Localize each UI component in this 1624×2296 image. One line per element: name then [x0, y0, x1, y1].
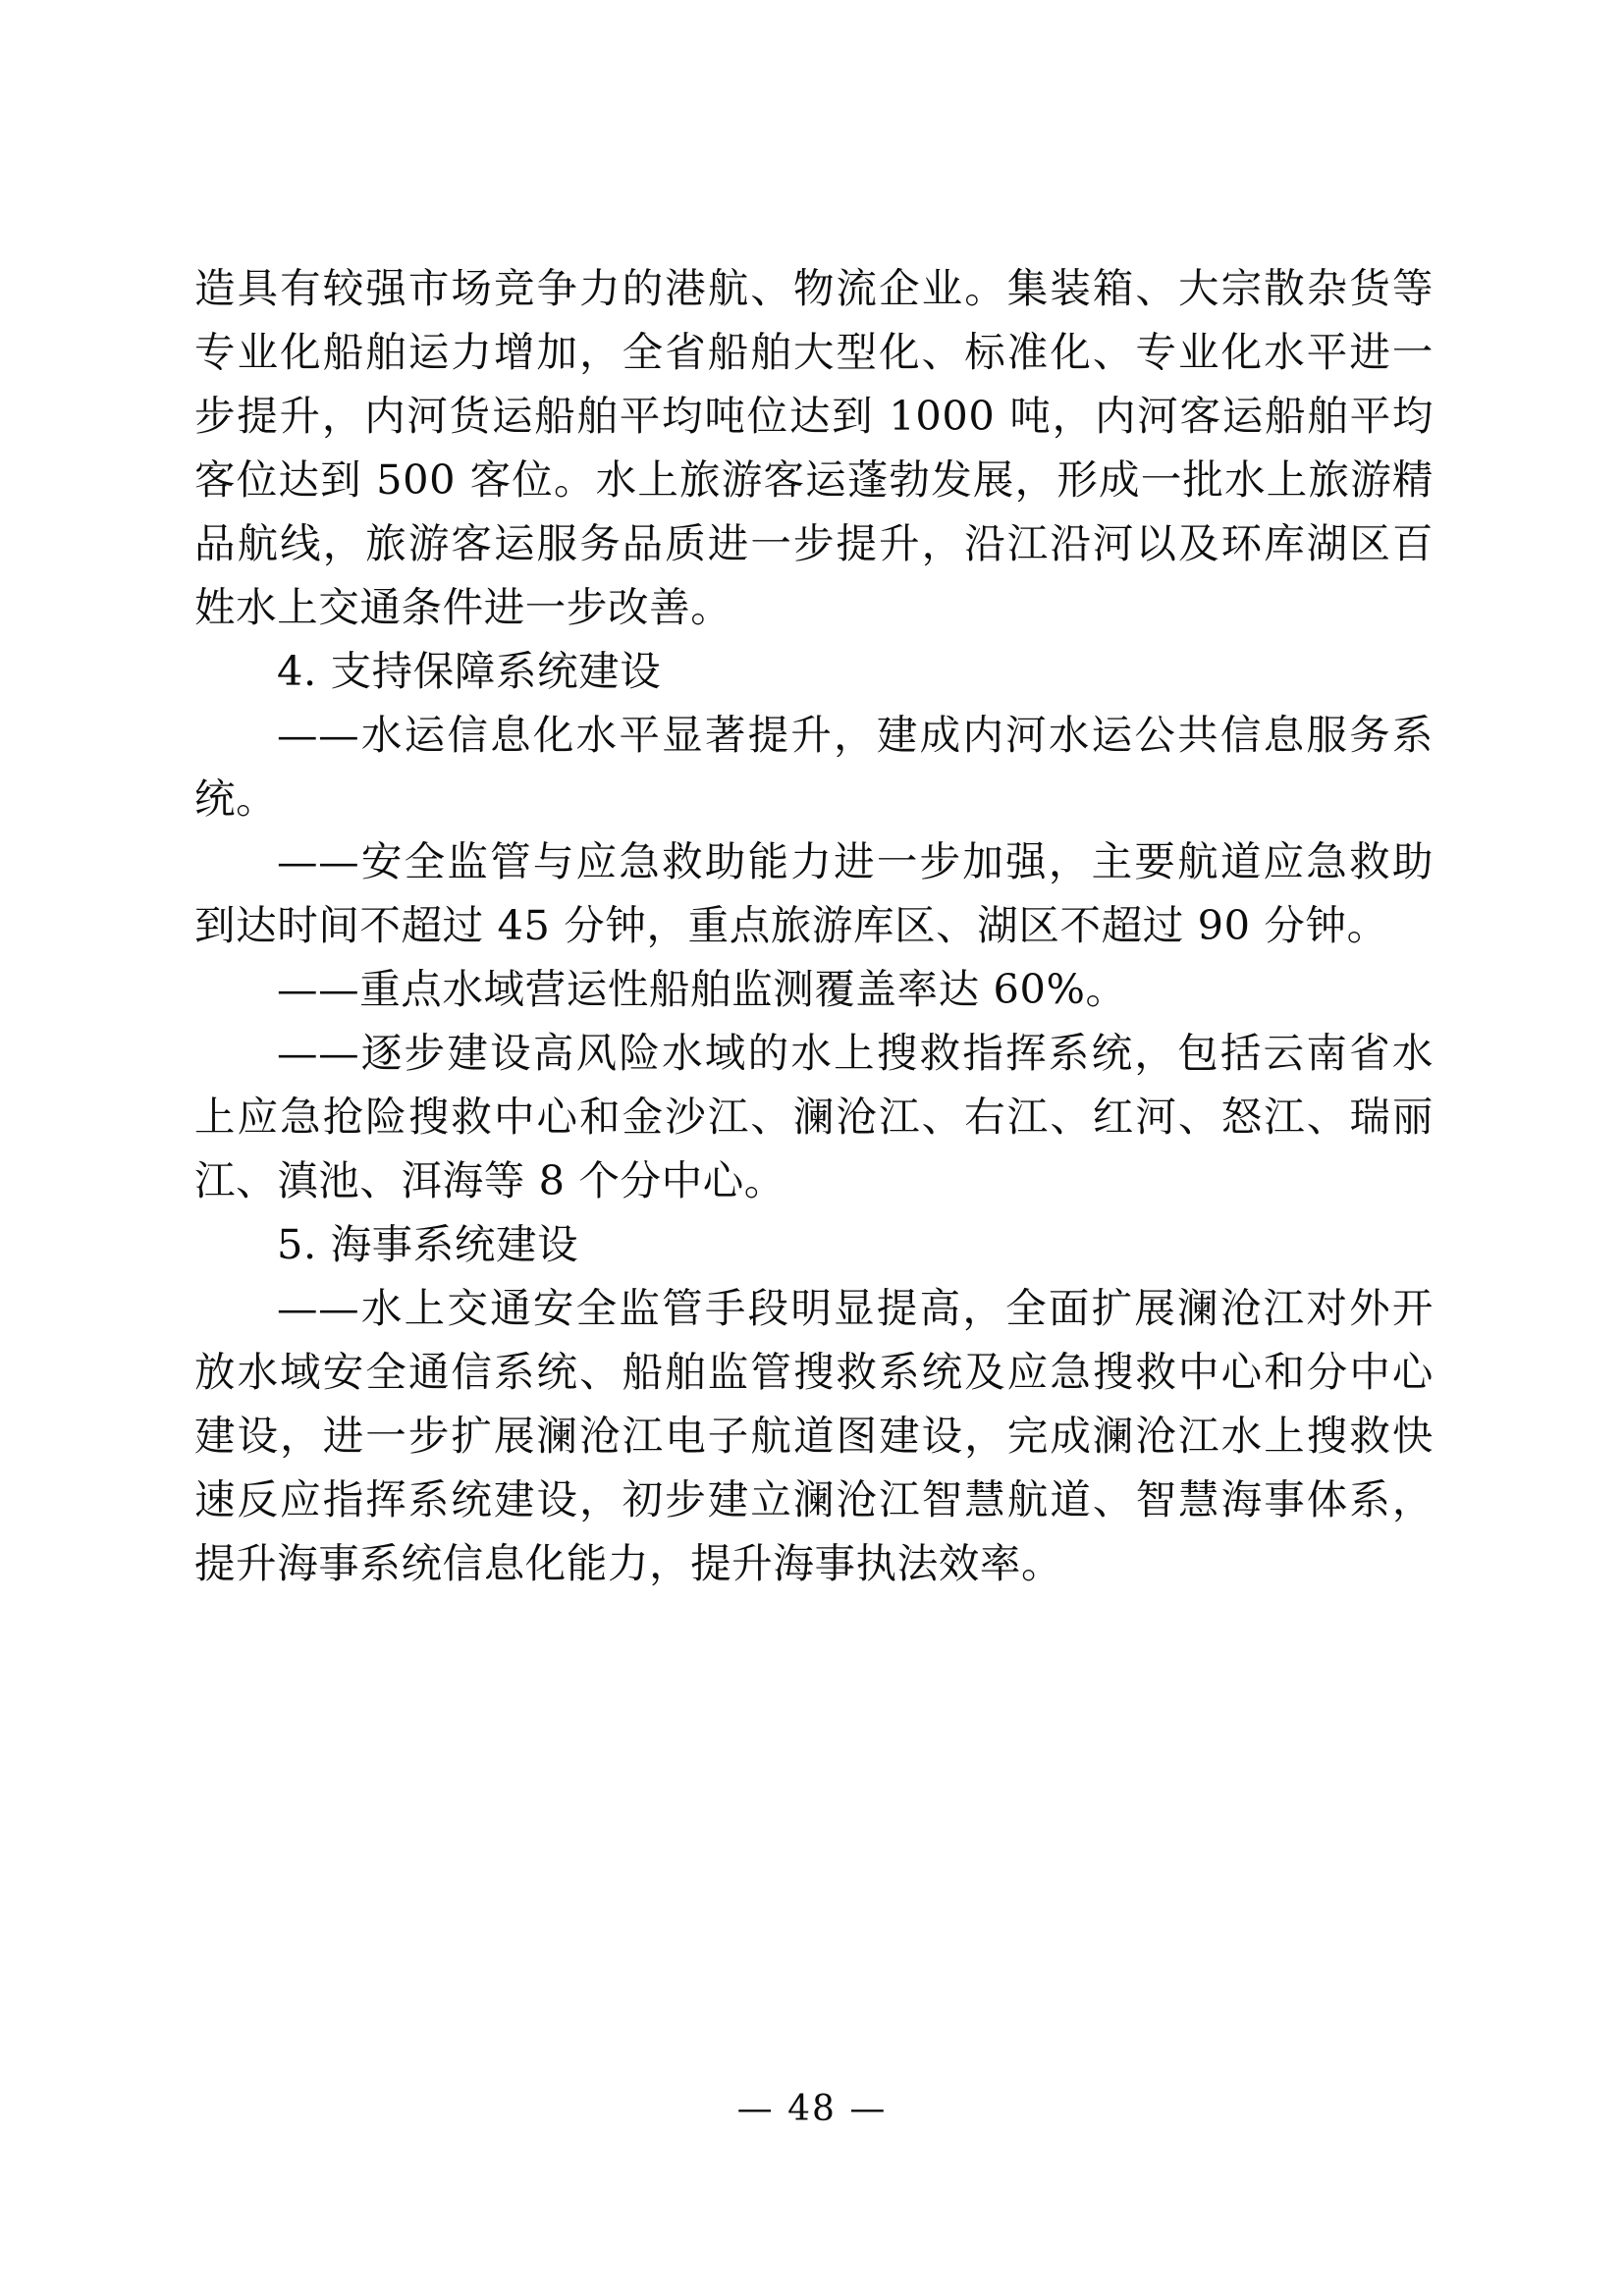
document-body: [194, 257, 1434, 1596]
paragraph-rescue-command-system: ——逐步建设高风险水域的水上搜救指挥系统，包括云南省水上应急抢险搜救中心和金沙江、澜沧江、右江、红河、怒江、瑞丽江、滇池、洱海等 8 个分中心。: [194, 1029, 1434, 1205]
paragraph-continuation: 造具有较强市场竞争力的港航、物流企业。集装箱、大宗散杂货等专业化船舶运力增加，全省船舶大型化、标准化、专业化水平进一步提升，内河货运船舶平均吨位达到 1000 吨，内河客运船舶平均客位达到 500 客位。水上旅游客运蓬勃发展，形成一批水上旅游精品航线，旅游客运服务品质进一步提升，沿江沿河以及环库湖区百姓水上交通条件进一步改善。: [194, 264, 1434, 631]
paragraph-safety-rescue: ——安全监管与应急救助能力进一步加强，主要航道应急救助到达时间不超过 45 分钟，重点旅游库区、湖区不超过 90 分钟。: [194, 837, 1434, 950]
paragraph-informatization: ——水运信息化水平显著提升，建成内河水运公共信息服务系统。: [194, 710, 1434, 823]
page-number: — 48 —: [736, 2089, 888, 2129]
heading-support-systems: 4. 支持保障系统建设: [277, 646, 662, 695]
heading-maritime-systems: 5. 海事系统建设: [277, 1220, 579, 1269]
paragraph-maritime-supervision: ——水上交通安全监管手段明显提高，全面扩展澜沧江对外开放水域安全通信系统、船舶监管搜救系统及应急搜救中心和分中心建设，进一步扩展澜沧江电子航道图建设，完成澜沧江水上搜救快速反应指挥系统建设，初步建立澜沧江智慧航道、智慧海事体系，提升海事系统信息化能力，提升海事执法效率。: [194, 1284, 1434, 1587]
paragraph-monitoring-coverage: ——重点水域营运性船舶监测覆盖率达 60%。: [277, 965, 1127, 1014]
